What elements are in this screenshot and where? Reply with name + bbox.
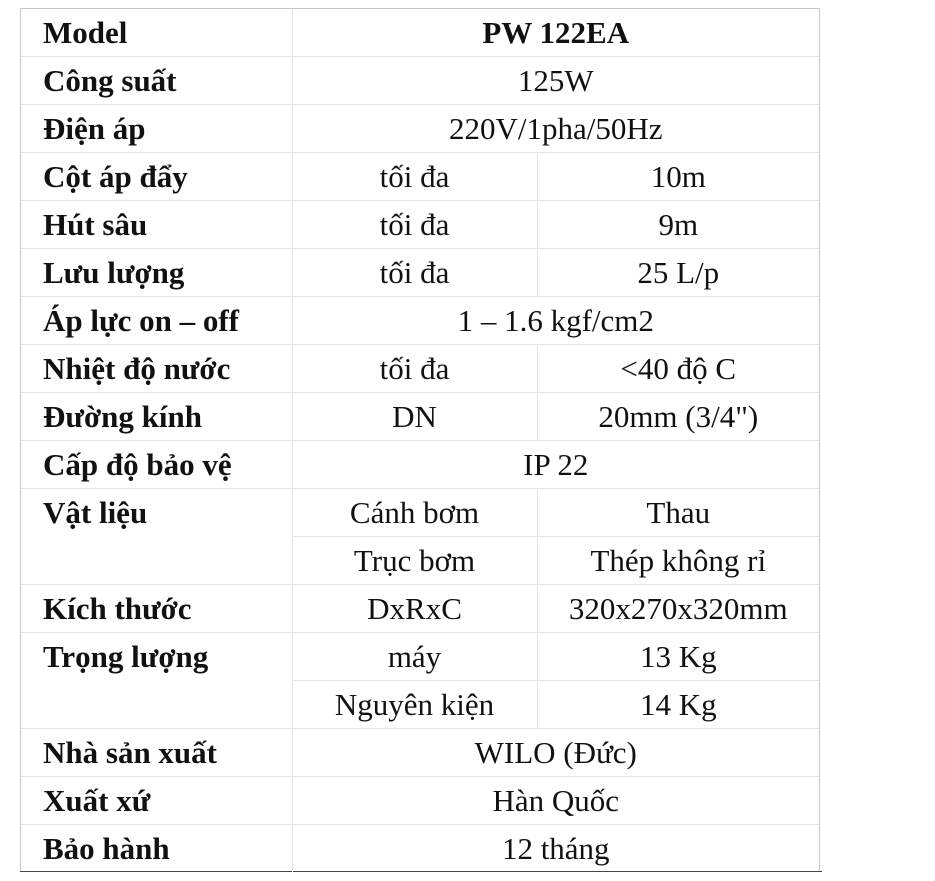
row-label: Trọng lượng [21,633,292,729]
row-value: 320x270x320mm [537,585,819,633]
row-qualifier: máy [292,633,537,681]
row-qualifier: DN [292,393,537,441]
table-row-material [21,489,819,537]
table-row-diameter [21,393,819,441]
table-row-weight [21,633,819,681]
row-label: Model [43,15,128,50]
row-label: Vật liệu [21,489,292,585]
row-value: 9m [537,201,819,249]
row-label: Nhiệt độ nước [21,345,292,393]
row-qualifier: tối đa [292,153,537,201]
row-qualifier: tối đa [292,201,537,249]
row-value: 125W [292,57,819,105]
row-value: 12 tháng [292,825,819,873]
row-value: 220V/1pha/50Hz [292,105,819,153]
table-row-protection [21,441,819,489]
row-value: 1 – 1.6 kgf/cm2 [292,297,819,345]
table-row-dimensions [21,585,819,633]
row-value: 25 L/p [537,249,819,297]
table-row-warranty [21,825,819,873]
row-qualifier: DxRxC [292,585,537,633]
row-label: Nhà sản xuất [21,729,292,777]
row-qualifier: Cánh bơm [292,489,537,537]
row-label: Công suất [21,57,292,105]
row-label: Bảo hành [21,825,292,873]
row-label: Cấp độ bảo vệ [21,441,292,489]
row-label: Đường kính [21,393,292,441]
table-row-origin [21,777,819,825]
row-value: 14 Kg [537,681,819,729]
row-label: Hút sâu [21,201,292,249]
table-row-manufacturer [21,729,819,777]
table-row-water-temp [21,345,819,393]
row-value: Thau [537,489,819,537]
table-row-model [21,9,819,57]
row-value: IP 22 [292,441,819,489]
table-row-flow [21,249,819,297]
table-row-power [21,57,819,105]
row-label: Điện áp [21,105,292,153]
row-value: PW 122EA [292,9,819,57]
row-value: WILO (Đức) [292,729,819,777]
row-value: 20mm (3/4") [537,393,819,441]
row-value: 10m [537,153,819,201]
table-row-pressure [21,297,819,345]
row-qualifier: Trục bơm [292,537,537,585]
row-value: <40 độ C [537,345,819,393]
table-row-voltage [21,105,819,153]
row-label: Xuất xứ [21,777,292,825]
row-label: Kích thước [21,585,292,633]
row-label: Lưu lượng [21,249,292,297]
row-qualifier: tối đa [292,345,537,393]
table-row-suction [21,201,819,249]
row-value: Hàn Quốc [292,777,819,825]
row-label: Cột áp đẩy [21,153,292,201]
row-qualifier: Nguyên kiện [292,681,537,729]
row-value: 13 Kg [537,633,819,681]
spec-table [21,9,819,872]
row-qualifier: tối đa [292,249,537,297]
row-label: Áp lực on – off [21,297,292,345]
table-row-head [21,153,819,201]
row-value: Thép không rỉ [537,537,819,585]
